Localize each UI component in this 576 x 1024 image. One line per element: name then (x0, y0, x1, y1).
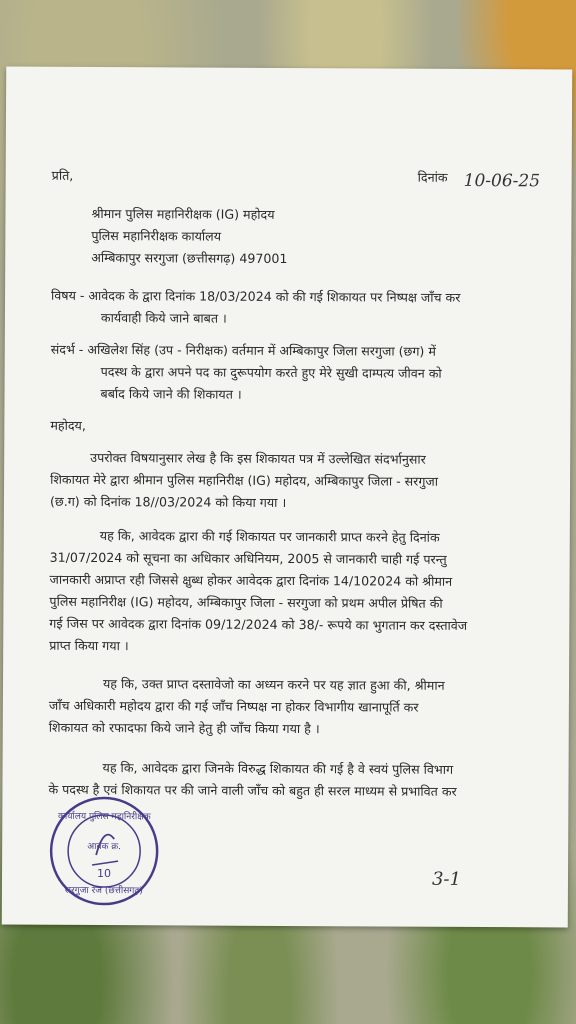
subject-line-1: विषय - आवेदक के द्वारा दिनांक 18/03/2024 को की गई शिकायत पर निष्पक्ष जाँच कर (51, 287, 461, 305)
para3-line-1: यह कि, उक्त प्राप्त दस्तावेजो का अध्यन करने पर यह ज्ञात हुआ की, श्रीमान (102, 676, 445, 693)
para1-line-1: उपरोक्त विषयानुसार लेख है कि इस शिकायत पत्र में उल्लेखित संदर्भानुसार (90, 449, 426, 467)
prati-label: प्रति, (51, 167, 74, 183)
addressee-line-2: पुलिस महानिरीक्षक कार्यालय (91, 227, 222, 244)
para1-line-3: (छ.ग) को दिनांक 18//03/2024 को किया गया । (49, 493, 287, 510)
para3-line-3: शिकायत को रफादफा किये जाने हेतु ही जाँच किया गया है । (48, 719, 320, 737)
para2-line-3: जानकारी अप्राप्त रही जिससे क्षुब्ध होकर आवेदक द्वारा दिनांक 14/102024 को श्रीमान (49, 571, 453, 589)
stamp-bottom-text: सरगुजा रेंज (छत्तीसगढ़) (64, 885, 143, 897)
salutation: महोदय, (50, 417, 86, 433)
para3-line-2: जाँच अधिकारी महोदय द्वारा की गई जाँच निष्पक्ष ना होकर विभागीय खानापूर्ति कर (48, 697, 419, 715)
page-number: 3-1 (431, 868, 462, 890)
reference-line-1: संदर्भ - अखिलेश सिंह (उप - निरीक्षक) वर्तमान में अम्बिकापुर जिला सरगुजा (छग) में (50, 341, 436, 359)
letter-page (2, 67, 572, 928)
date-label: दिनांक (417, 169, 448, 185)
subject-line-2: कार्यवाही किये जाने बाबत । (100, 310, 227, 326)
stamp-number: 10 (96, 867, 112, 881)
reference-line-2: पदस्थ के द्वारा अपने पद का दुरूपयोग करते हुए मेरे सुखी दाम्पत्य जीवन को (100, 364, 442, 381)
para4-line-1: यह कि, आवेदक द्वारा जिनके विरुद्ध शिकायत की गई है वे स्वयं पुलिस विभाग (102, 760, 454, 777)
para2-line-5: गई जिस पर आवेदक द्वारा दिनांक 09/12/2024 को 38/- रूपये का भुगतान कर दस्तावेज (49, 615, 468, 633)
reference-line-3: बर्बाद किये जाने की शिकायत । (100, 386, 242, 402)
para2-line-6: प्राप्त किया गया । (49, 637, 129, 654)
stamp-top-text: कार्यालय पुलिस महानिरीक्षक (57, 811, 151, 823)
para1-line-2: शिकायत मेरे द्वारा श्रीमान पुलिस महानिरीक्ष (IG) महोदय, अम्बिकापुर जिला - सरगुजा (50, 471, 439, 489)
addressee-line-1: श्रीमान पुलिस महानिरीक्षक (IG) महोदय (91, 205, 275, 222)
stamp-center-text: आवक क्र. (87, 841, 122, 853)
para2-line-2: 31/07/2024 को सूचना का अधिकार अधिनियम, 2005 से जानकारी चाही गई परन्तु (49, 549, 447, 567)
para2-line-1: यह कि, आवेदक द्वारा की गई शिकायत पर जानकारी प्राप्त करने हेतु दिनांक (99, 528, 440, 545)
para2-line-4: पुलिस महानिरीक्ष (IG) महोदय, अम्बिकापुर जिला - सरगुजा को प्रथम अपील प्रेषित की (49, 593, 443, 611)
office-stamp (48, 795, 161, 908)
addressee-line-3: अम्बिकापुर सरगुजा (छत्तीसगढ़) 497001 (91, 249, 288, 266)
para4-line-2: के पदस्थ है एवं शिकायत पर की जाने वाली जाँच को बहुत ही सरल माध्यम से प्रभावित कर (48, 781, 457, 799)
date-value: 10-06-25 (463, 170, 541, 192)
